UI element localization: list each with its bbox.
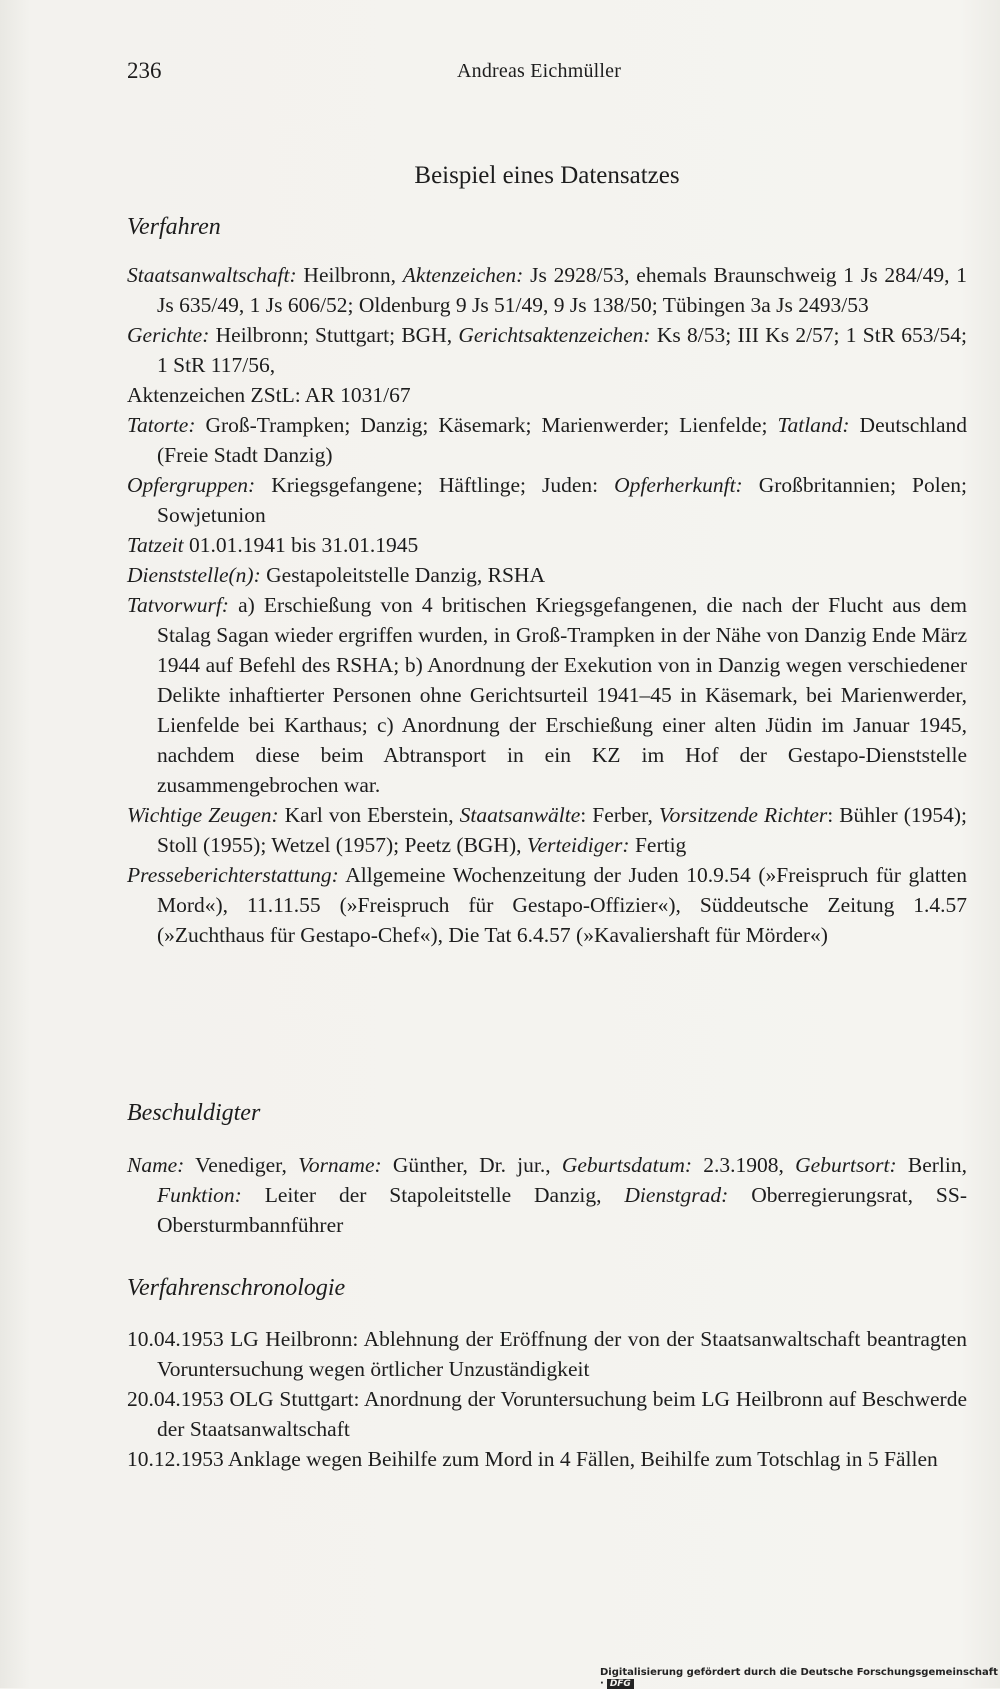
entry-gerichte — [127, 320, 967, 380]
label: Aktenzeichen: — [402, 263, 524, 287]
value: Heilbronn; Stuttgart; BGH, — [209, 323, 459, 347]
label: Wichtige Zeugen: — [127, 803, 279, 827]
value: Karl von Eberstein, — [278, 803, 460, 827]
label: Tatvorwurf: — [127, 593, 229, 617]
label: Tatland: — [777, 413, 850, 437]
label: Opferherkunft: — [614, 473, 743, 497]
verfahren-entries — [127, 260, 967, 950]
value: Günther, Dr. jur., — [381, 1153, 562, 1177]
label: Tatorte: — [127, 413, 196, 437]
entry-zeugen — [127, 800, 967, 860]
label: Opfergruppen: — [127, 473, 256, 497]
entry-tatorte — [127, 410, 967, 470]
value: Deutschland (Freie Stadt Danzig) — [157, 413, 968, 467]
label: Geburtsdatum: — [561, 1153, 693, 1177]
value: Allgemeine Wochenzeitung der Juden 10.9.54 (»Freispruch für glatten Mord«), 11.11.55 (»Freispruch für Gestapo-Offizier«), Süddeutsche Zeitung 1.4.57 (»Zuchthaus für Gestapo-Chef«), Die Tat 6.4.57 (»Kavaliershaft für Mörder«) — [157, 863, 967, 947]
label: Geburtsort: — [795, 1153, 897, 1177]
value: Fertig — [629, 833, 687, 857]
entry-dienststelle — [127, 560, 967, 590]
value: Venediger, — [184, 1153, 299, 1177]
value: Heilbronn, — [296, 263, 403, 287]
label: Staatsanwälte — [459, 803, 581, 827]
label: Vorname: — [298, 1153, 382, 1177]
label: Staatsanwaltschaft: — [127, 263, 297, 287]
section-heading-verfahren: Verfahren — [127, 214, 221, 240]
chronologie-item: 10.04.1953 LG Heilbronn: Ablehnung der Eröffnung der von der Staatsanwaltschaft beantragten Voruntersuchung wegen örtlicher Unzuständigkeit — [127, 1327, 967, 1381]
value: Ks 8/53; III Ks 2/57; 1 StR 653/54; 1 StR 117/56, — [157, 323, 967, 377]
value: Gestapoleitstelle Danzig, RSHA — [260, 563, 545, 587]
label: Dienstgrad: — [624, 1183, 729, 1207]
entry-beschuldigter — [127, 1150, 967, 1240]
label: Tatzeit — [127, 533, 184, 557]
entry-tatvorwurf — [127, 590, 967, 800]
entry-presse — [127, 860, 967, 950]
value: : Ferber, — [580, 803, 659, 827]
value: 01.01.1941 bis 31.01.1945 — [183, 533, 419, 557]
section-heading-beschuldigter: Beschuldigter — [127, 1100, 261, 1126]
value: Js 2928/53, ehemals Braunschweig 1 Js 284/49, 1 Js 635/49, 1 Js 606/52; Oldenburg 9 Js 51/49, 9 Js 138/50; Tübingen 3a Js 2493/53 — [157, 263, 967, 317]
label: Funktion: — [157, 1183, 242, 1207]
entry-tatzeit — [127, 530, 967, 560]
running-head-author: Andreas Eichmüller — [457, 60, 622, 82]
label: Vorsitzende Richter — [658, 803, 828, 827]
value: Leiter der Stapoleitstelle Danzig, — [241, 1183, 625, 1207]
beschuldigter-entries — [127, 1150, 967, 1240]
label: Name: — [127, 1153, 185, 1177]
value: a) Erschießung von 4 britischen Kriegsgefangenen, die nach der Flucht aus dem Stalag Sagan wieder ergriffen wurden, in Groß-Trampken in der Nähe von Danzig Ende März 1944 auf Befehl des RSHA; b) Anordnung der Exekution von in Danzig wegen verschiedener Delikte inhaftierter Personen ohne Gerichtsurteil 1941–45 in Käsemark, bei Marienwerder, Lienfelde bei Karthaus; c) Anordnung der Erschießung einer alten Jüdin im Januar 1945, nachdem diese beim Abtransport in ein KZ im Hof der Gestapo-Dienststelle zusammengebrochen war. — [157, 593, 967, 797]
digitization-footer — [600, 1667, 1000, 1689]
value: : Bühler (1954); Stoll (1955); Wetzel (1957); Peetz (BGH), — [157, 803, 967, 857]
label: Gerichtsaktenzeichen: — [458, 323, 651, 347]
chronologie-entries — [127, 1324, 967, 1474]
value: Groß-Trampken; Danzig; Käsemark; Marienwerder; Lienfelde; — [195, 413, 778, 437]
value: Kriegsgefangene; Häftlinge; Juden: — [255, 473, 615, 497]
value: Oberregierungsrat, SS-Obersturmbannführer — [157, 1183, 967, 1237]
chronologie-item: 10.12.1953 Anklage wegen Beihilfe zum Mord in 4 Fällen, Beihilfe zum Totschlag in 5 Fällen — [127, 1447, 938, 1471]
running-head — [127, 58, 967, 88]
page-title: Beispiel eines Datensatzes — [414, 162, 680, 189]
entry-staatsanwaltschaft — [127, 260, 967, 320]
dfg-logo: DFG — [607, 1679, 634, 1689]
value: Berlin, — [896, 1153, 967, 1177]
value: Großbritannien; Polen; Sowjetunion — [157, 473, 967, 527]
entry-zstl: Aktenzeichen ZStL: AR 1031/67 — [127, 383, 411, 407]
label: Gerichte: — [127, 323, 210, 347]
label: Presseberichterstattung: — [127, 863, 339, 887]
entry-opfergruppen — [127, 470, 967, 530]
page-number: 236 — [127, 58, 162, 83]
label: Dienststelle(n): — [127, 563, 261, 587]
section-heading-chronologie: Verfahrenschronologie — [127, 1275, 346, 1301]
chronologie-item: 20.04.1953 OLG Stuttgart: Anordnung der Voruntersuchung beim LG Heilbronn auf Beschwerde der Staatsanwaltschaft — [127, 1387, 967, 1441]
label: Verteidiger: — [526, 833, 630, 857]
footer-text: Digitalisierung gefördert durch die Deutsche Forschungsgemeinschaft · — [600, 1667, 998, 1689]
value: 2.3.1908, — [692, 1153, 796, 1177]
